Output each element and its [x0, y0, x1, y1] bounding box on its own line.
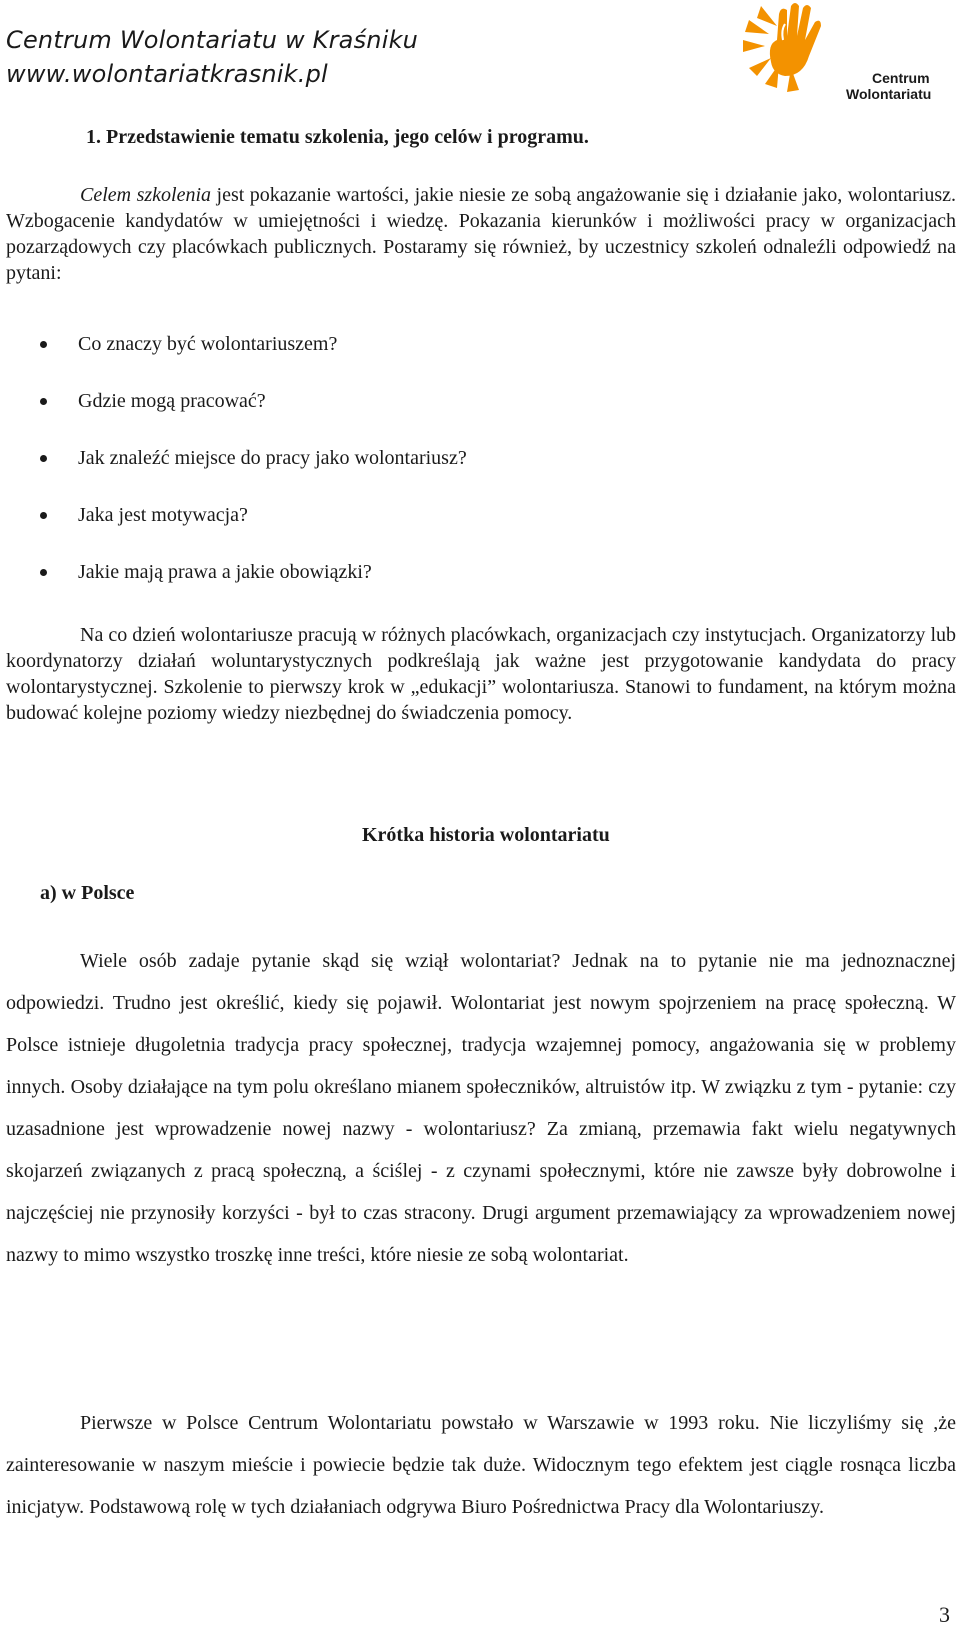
questions-list	[40, 330, 467, 615]
bullet-icon	[40, 569, 47, 576]
list-item	[40, 444, 467, 501]
paragraph-text: Pierwsze w Polsce Centrum Wolontariatu powstało w Warszawie w 1993 roku. Nie liczyliśmy się ,że zainteresowanie w naszym mieście i powiecie będzie tak duże. Widocznym tego efektem jest ciągle rosnąca liczba inicjatyw. Podstawową rolę w tych działaniach odgrywa Biuro Pośrednictwa Pracy dla Wolontariuszy.	[6, 1412, 956, 1518]
list-item-text: Jakie mają prawa a jakie obowiązki?	[78, 561, 372, 583]
website-address: www.wolontariatkrasnik.pl	[6, 60, 328, 88]
intro-paragraph	[6, 182, 956, 286]
list-item	[40, 501, 467, 558]
intro-emphasis: Celem szkolenia	[80, 184, 212, 206]
bullet-icon	[40, 341, 47, 348]
bullet-icon	[40, 455, 47, 462]
list-item-text: Jaka jest motywacja?	[78, 504, 248, 526]
paragraph	[6, 622, 956, 726]
logo-text-line2: Wolontariatu	[846, 86, 932, 102]
list-item	[40, 558, 467, 615]
organization-name: Centrum Wolontariatu w Kraśniku	[6, 26, 419, 54]
paragraph	[6, 1402, 956, 1528]
paragraph	[6, 940, 956, 1276]
paragraph-text: Na co dzień wolontariusze pracują w różnych placówkach, organizacjach czy instytucjach. Organizatorzy lub koordynatorzy działań woluntarystycznych podkreślają jak ważne jest przygotowanie kandydata do pracy wolontarystycznej. Szkolenie to pierwszy krok w „edukacji” wolontariusza. Stanowi to fundament, na którym można budować kolejne poziomy wiedzy niezbędnej do świadczenia pomocy.	[6, 624, 956, 724]
intro-text: jest pokazanie wartości, jakie niesie ze sobą angażowanie się i działanie jako, wolontariusz. Wzbogacenie kandydatów w umiejętności i wiedzę. Pokazania kierunków i możliwości pracy w organizacjach pozarządowych czy placówkach publicznych. Postaramy się również, by uczestnicy szkoleń odnaleźli odpowiedź na pytani:	[6, 184, 957, 284]
bullet-icon	[40, 398, 47, 405]
paragraph-text: Wiele osób zadaje pytanie skąd się wziął wolontariat? Jednak na to pytanie nie ma jednoznacznej odpowiedzi. Trudno jest określić, kiedy się pojawił. Wolontariat jest nowym spojrzeniem na pracę społeczną. W Polsce istnieje długoletnia tradycja pracy społecznej, tradycja wzajemnej pomocy, angażowania się w problemy innych. Osoby działające na tym polu określano mianem społeczników, altruistów itp. W związku z tym - pytanie: czy uzasadnione jest wprowadzenie nowej nazwy - wolontariusz? Za zmianą, przemawia fakt wielu negatywnych skojarzeń związanych z pracą społeczną, a ściślej - z czynami społecznymi, które nie zawsze były dobrowolne i najczęściej nie przynosiły korzyści - był to czas stracony. Drugi argument przemawiający za wprowadzeniem nowej nazwy to mimo wszystko troszkę inne treści, które niesie ze sobą wolontariat.	[6, 950, 956, 1266]
history-heading: Krótka historia wolontariatu	[362, 824, 610, 846]
list-item-text: Jak znaleźć miejsce do pracy jako wolontariusz?	[78, 447, 467, 469]
section-heading: 1. Przedstawienie tematu szkolenia, jego celów i programu.	[86, 126, 589, 148]
poland-subheading: a) w Polsce	[40, 882, 135, 904]
logo-text-line1: Centrum	[872, 70, 930, 86]
list-item	[40, 330, 467, 387]
bullet-icon	[40, 512, 47, 519]
list-item-text: Co znaczy być wolontariuszem?	[78, 333, 338, 355]
list-item-text: Gdzie mogą pracować?	[78, 390, 266, 412]
list-item	[40, 387, 467, 444]
page-number: 3	[939, 1602, 950, 1627]
